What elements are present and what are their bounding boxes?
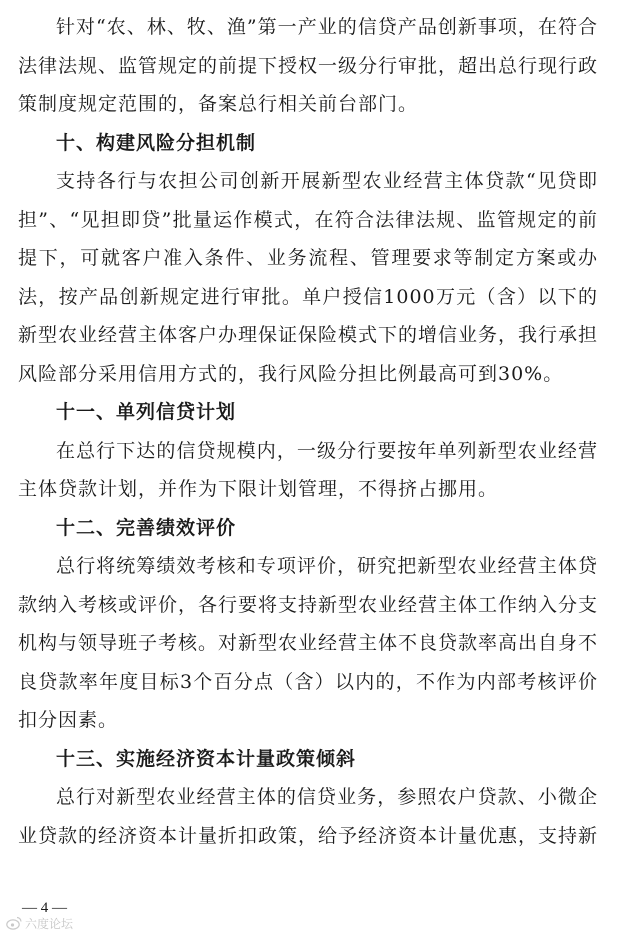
watermark-text: 六度论坛 [25,916,74,931]
paragraph-risk-sharing: 支持各行与农担公司创新开展新型农业经营主体贷款“见贷即担”、“见担即贷”批量运作模式，在符合法律法规、监管规定的前提下，可就客户准入条件、业务流程、管理要求等制定方案或办法，按产品创新规定进行审批。单户授信1000万元（含）以下的新型农业经营主体客户办理保证保险模式下的增信业务，我行承担风险部分采用信用方式的，我行风险分担比例最高可到30%。 [18,170,599,385]
paragraph-credit-plan: 在总行下达的信贷规模内，一级分行要按年单列新型农业经营主体贷款计划，并作为下限计划管理，不得挤占挪用。 [18,439,598,500]
weibo-icon [6,916,22,930]
heading-10: 十、构建风险分担机制 [56,131,257,154]
paragraph-performance: 总行将统筹绩效考核和专项评价，研究把新型农业经营主体贷款纳入考核或评价，各行要将支持新型农业经营主体工作纳入分支机构与领导班子考核。对新型农业经营主体不良贷款率高出自身不良贷款率年度目标3个百分点（含）以内的，不作为内部考核评价扣分因素。 [18,555,599,731]
paragraph-intro: 针对“农、林、牧、渔”第一产业的信贷产品创新事项，在符合法律法规、监管规定的前提下授权一级分行审批，超出总行现行政策制度规定范围的，备案总行相关前台部门。 [18,16,599,115]
page-number: — 4 — [22,900,67,916]
watermark [6,914,73,932]
document-body [18,8,598,855]
heading-13: 十三、实施经济资本计量政策倾斜 [56,747,357,770]
heading-12: 十二、完善绩效评价 [56,516,237,539]
heading-11: 十一、单列信贷计划 [56,401,237,423]
paragraph-economic-capital: 总行对新型农业经营主体的信贷业务，参照农户贷款、小微企业贷款的经济资本计量折扣政策，给予经济资本计量优惠，支持新 [18,786,599,847]
